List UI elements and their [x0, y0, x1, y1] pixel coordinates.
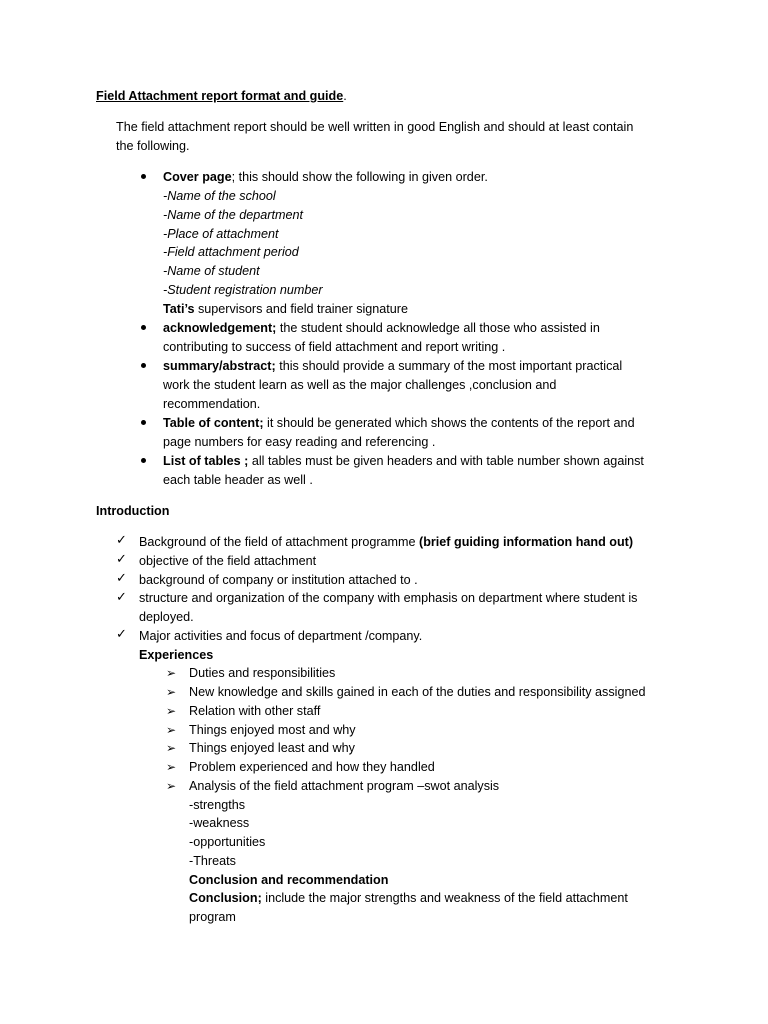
- intro-item-2: objective of the field attachment: [139, 554, 317, 568]
- intro-line-1: The field attachment report should be well written in good English and should at least contain: [116, 120, 634, 134]
- intro-item-4-line-2: deployed.: [139, 610, 194, 624]
- toc-line-1: Table of content; it should be generated which shows the contents of the report and: [163, 416, 635, 430]
- swot-item: -opportunities: [189, 835, 266, 849]
- arrow-bullet-icon: ➢: [166, 779, 177, 793]
- cover-item: -Field attachment period: [163, 245, 299, 259]
- document-title: [96, 87, 347, 106]
- arrow-bullet-icon: ➢: [166, 685, 177, 699]
- bullet-dot: [141, 174, 146, 179]
- experience-item: Problem experienced and how they handled: [189, 760, 435, 774]
- conclusion-line-1: Conclusion; include the major strengths and weakness of the field attachment: [189, 891, 628, 905]
- conclusion-line-2: program: [189, 910, 236, 924]
- title-text: Field Attachment report format and guide: [96, 89, 344, 103]
- signature-line: Tati’s supervisors and field trainer signature: [163, 302, 409, 316]
- swot-item: -weakness: [189, 816, 250, 830]
- bullet-dot: [141, 363, 146, 368]
- experience-item: New knowledge and skills gained in each of the duties and responsibility assigned: [189, 685, 646, 699]
- experience-item: Duties and responsibilities: [189, 666, 336, 680]
- arrow-bullet-icon: ➢: [166, 741, 177, 755]
- arrow-bullet-icon: ➢: [166, 760, 177, 774]
- checkmark-icon: ✓: [116, 571, 127, 586]
- cover-item: -Name of the school: [163, 189, 276, 203]
- checkmark-icon: ✓: [116, 533, 127, 548]
- arrow-bullet-icon: ➢: [166, 723, 177, 737]
- acknowledgement-line-1: acknowledgement; the student should acknowledge all those who assisted in: [163, 321, 600, 335]
- summary-line-1: summary/abstract; this should provide a summary of the most important practical: [163, 359, 623, 373]
- arrow-bullet-icon: ➢: [166, 666, 177, 680]
- cover-item: -Student registration number: [163, 283, 323, 297]
- checkmark-icon: ✓: [116, 627, 127, 642]
- cover-page-line: Cover page; this should show the following in given order.: [163, 170, 488, 184]
- conclusion-heading: Conclusion and recommendation: [189, 873, 389, 887]
- checkmark-icon: ✓: [116, 552, 127, 567]
- lot-line-1: List of tables ; all tables must be given headers and with table number shown against: [163, 454, 644, 468]
- experiences-heading: Experiences: [139, 648, 214, 662]
- toc-line-2: page numbers for easy reading and referencing .: [163, 435, 436, 449]
- experience-item: Things enjoyed most and why: [189, 723, 356, 737]
- arrow-bullet-icon: ➢: [166, 704, 177, 718]
- lot-line-2: each table header as well .: [163, 473, 313, 487]
- introduction-heading: Introduction: [96, 504, 170, 518]
- acknowledgement-line-2: contributing to success of field attachment and report writing .: [163, 340, 506, 354]
- checkmark-icon: ✓: [116, 590, 127, 605]
- cover-item: -Place of attachment: [163, 227, 279, 241]
- swot-item: -Threats: [189, 854, 236, 868]
- intro-line-2: the following.: [116, 139, 190, 153]
- swot-item: -strengths: [189, 798, 245, 812]
- intro-item-3: background of company or institution attached to .: [139, 573, 418, 587]
- cover-item: -Name of the department: [163, 208, 304, 222]
- experience-item: Relation with other staff: [189, 704, 321, 718]
- bullet-dot: [141, 420, 146, 425]
- experience-item: Things enjoyed least and why: [189, 741, 355, 755]
- experience-item: Analysis of the field attachment program –swot analysis: [189, 779, 500, 793]
- summary-line-3: recommendation.: [163, 397, 261, 411]
- summary-line-2: work the student learn as well as the major challenges ,conclusion and: [163, 378, 557, 392]
- intro-item-1: Background of the field of attachment programme (brief guiding information hand out): [139, 535, 634, 549]
- bullet-dot: [141, 458, 146, 463]
- intro-item-4-line-1: structure and organization of the company with emphasis on department where student is: [139, 591, 638, 605]
- title-period: .: [343, 89, 347, 103]
- cover-item: -Name of student: [163, 264, 260, 278]
- bullet-dot: [141, 325, 146, 330]
- intro-item-5: Major activities and focus of department /company.: [139, 629, 423, 643]
